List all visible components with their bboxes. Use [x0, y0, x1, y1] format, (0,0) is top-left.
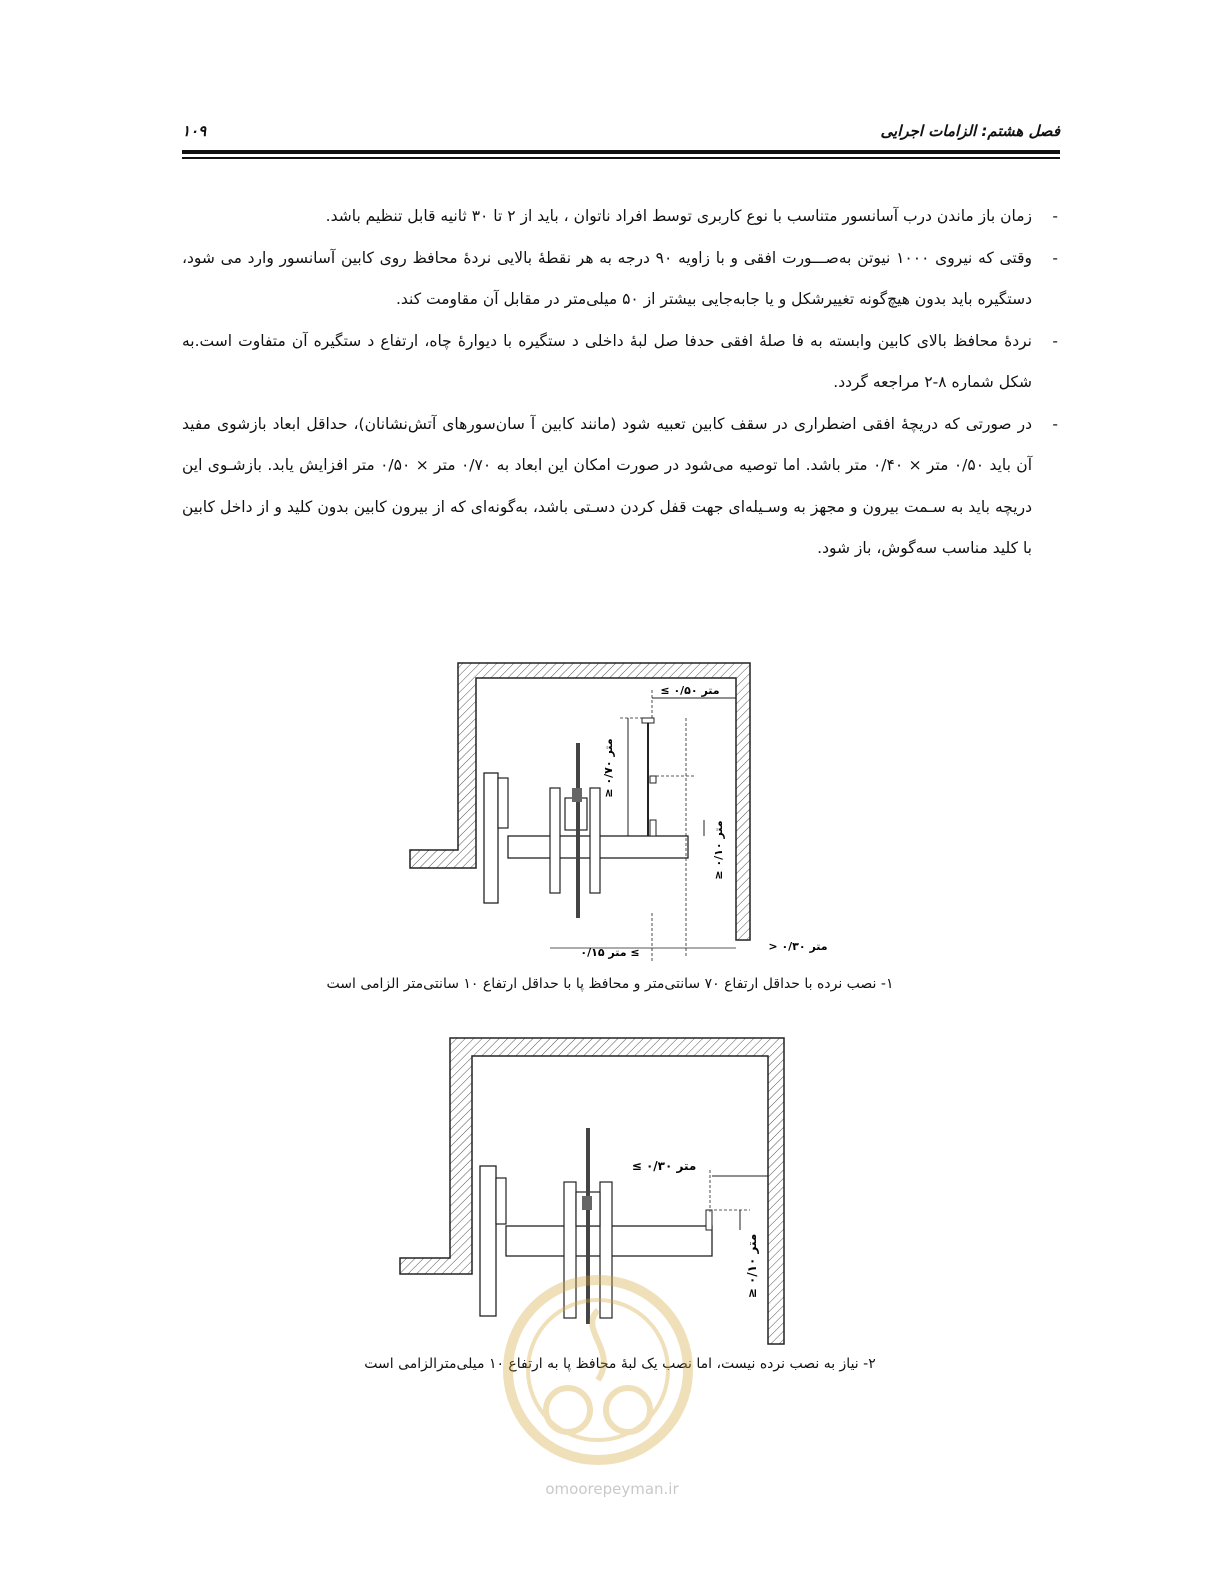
dim-toeboard-label: متر ۰/۱۰ ≤	[712, 820, 725, 880]
rope-block-2	[582, 1196, 592, 1210]
bullet-list	[182, 196, 1058, 570]
chapter-title: فصل هشتم: الزامات اجرایی	[880, 122, 1060, 140]
machine-drum-2	[480, 1166, 496, 1316]
header-rule-thick	[182, 150, 1060, 154]
bullet-dash: -	[1052, 207, 1058, 225]
dim-height-label: متر ۰/۷۰ ≤	[602, 738, 615, 798]
figure-2-caption: ۲- نیاز به نصب نرده نیست، اما نصب یک لبهٔ محافظ پا به ارتفاع ۱۰ میلی‌مترالزامی است	[364, 1356, 876, 1372]
watermark-url: omoorepeyman.ir	[545, 1480, 679, 1498]
machine-block-2	[496, 1178, 506, 1224]
watermark-logo	[498, 1270, 698, 1470]
bullet-dash: -	[1052, 248, 1058, 267]
body-text	[182, 196, 1058, 570]
rope-block	[572, 788, 582, 802]
bullet-text: زمان باز ماندن درب آسانسور متناسب با نوع کاربری توسط افراد ناتوان ، باید از ۲ تا ۳۰ ثانیه قابل تنظیم باشد.	[325, 207, 1032, 225]
dim-bottom-right-label: متر ۰/۳۰ <	[768, 940, 828, 953]
cabin-frame-right	[590, 788, 600, 893]
figure-1-diagram	[400, 658, 840, 970]
dim-toeboard-label-2: متر ۰/۱۰ ≤	[745, 1233, 759, 1299]
page-number: ۱۰۹	[182, 122, 207, 140]
toe-board	[650, 820, 656, 836]
guide-rail	[576, 743, 580, 918]
balustrade-mid	[650, 776, 656, 783]
bullet-text: نردهٔ محافظ بالای کابین وابسته به فا صلهٔ افقی حدفا صل لبهٔ داخلی د ستگیره با دیوارهٔ چاه، ارتفاع د ستگیره آن متفاوت است.به شکل شماره ۸-۲ مراجعه گردد.	[182, 331, 1032, 391]
bullet-item	[182, 321, 1058, 404]
header-rule-thin	[182, 157, 1060, 159]
balustrade-top	[642, 718, 654, 723]
machine-drum	[484, 773, 498, 903]
dim-bottom-left-label: ≥ متر ۰/۱۵	[580, 946, 640, 959]
bullet-dash: -	[1052, 331, 1058, 350]
dim-top-label: متر ۰/۵۰ ≥	[660, 684, 720, 697]
bullet-item	[182, 238, 1058, 321]
bullet-text: در صورتی که دریچهٔ افقی اضطراری در سقف کابین تعبیه شود (مانند کابین آ سان‌سورهای آتش‌نشانان)، حداقل ابعاد بازشوی مفید آن باید ۰/۵۰ متر × ۰/۴۰ متر باشد. اما توصیه می‌شود در صورت امکان این ابعاد به ۰/۷۰ متر × ۰/۵۰ متر افزایش یابد. بازشـوی این دریچه باید به سـمت بیرون و مجهز به وسـیله‌ای جهت قفل کردن دسـتی باشد، به‌گونه‌ای که از بیرون کابین بدون کلید و از داخل کابین با کلید مناسب سه‌گوش، باز شود.	[182, 414, 1032, 557]
bullet-item	[182, 196, 1058, 238]
bullet-text: وقتی که نیروی ۱۰۰۰ نیوتن به‌صـــورت افقی و با زاویه ۹۰ درجه به هر نقطهٔ بالایی نردهٔ محافظ روی کابین آسانسور وارد می شود، دستگیره باید بدون هیچ‌گونه تغییرشکل و یا جابه‌جایی بیشتر از ۵۰ میلی‌متر در مقابل آن مقاومت کند.	[182, 248, 1032, 308]
dim-top-label-2: متر ۰/۳۰ ≥	[631, 1159, 697, 1173]
bullet-dash: -	[1052, 414, 1058, 433]
machine-block	[498, 778, 508, 828]
figure-1-caption: ۱- نصب نرده با حداقل ارتفاع ۷۰ سانتی‌متر و محافظ پا با حداقل ارتفاع ۱۰ سانتی‌متر الزامی است	[326, 976, 894, 992]
cabin-frame-left	[550, 788, 560, 893]
toe-board-2	[706, 1210, 712, 1230]
bullet-item	[182, 404, 1058, 570]
